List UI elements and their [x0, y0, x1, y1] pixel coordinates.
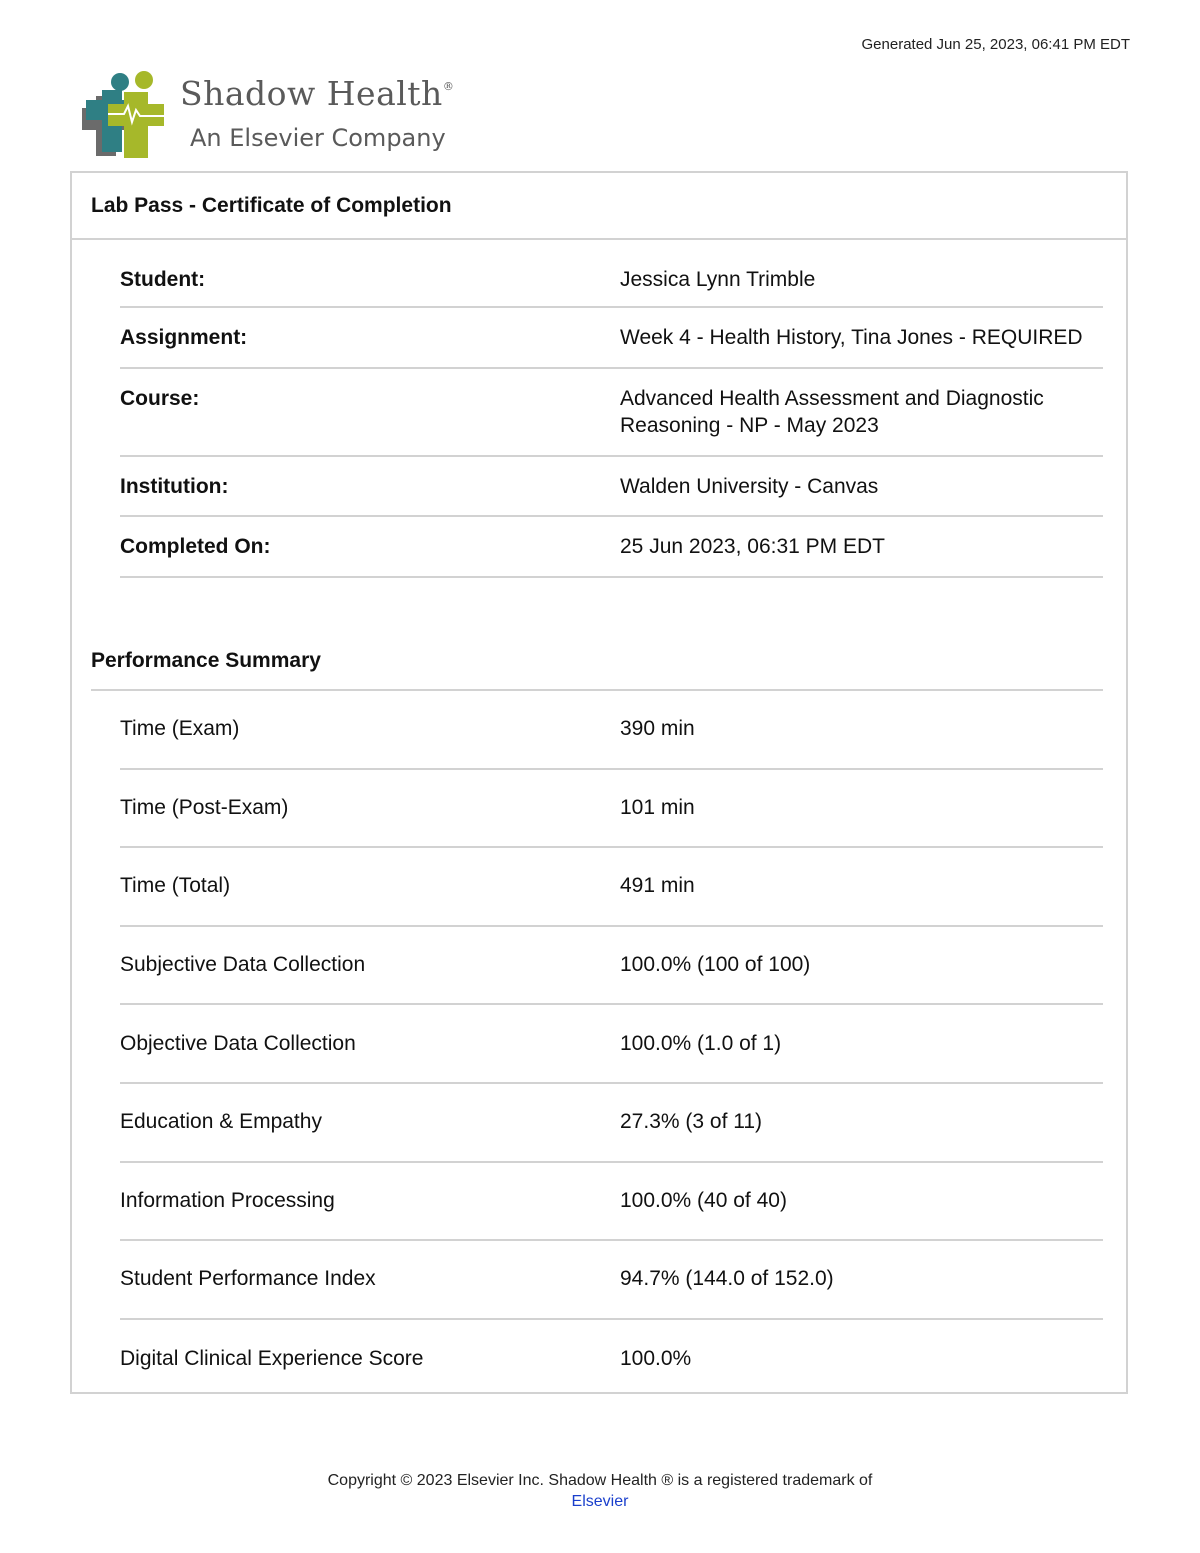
perf-label: Time (Total) [120, 874, 231, 898]
footer [0, 1470, 1200, 1512]
certificate-details-table [120, 240, 1103, 578]
perf-label: Time (Post-Exam) [120, 795, 289, 819]
logo-tagline: An Elsevier Company [190, 124, 446, 152]
perf-label: Objective Data Collection [120, 1031, 356, 1055]
perf-label: Subjective Data Collection [120, 953, 366, 977]
detail-value: Advanced Health Assessment and Diagnostic Reasoning - NP - May 2023 [620, 387, 1044, 437]
perf-value: 94.7% (144.0 of 152.0) [620, 1267, 834, 1291]
perf-row-objective [120, 1005, 1103, 1084]
shadow-health-logo [80, 70, 460, 162]
detail-value: 25 Jun 2023, 06:31 PM EDT [620, 535, 885, 558]
perf-value: 100.0% (1.0 of 1) [620, 1031, 782, 1055]
perf-value: 390 min [620, 717, 695, 741]
perf-row-time-total [120, 848, 1103, 927]
detail-row-assignment [120, 308, 1103, 369]
perf-row-time-post-exam [120, 770, 1103, 849]
generated-timestamp: Generated Jun 25, 2023, 06:41 PM EDT [861, 36, 1130, 53]
detail-row-institution [120, 457, 1103, 517]
detail-value: Walden University - Canvas [620, 475, 879, 498]
logo-mark-icon [80, 70, 168, 162]
perf-label: Student Performance Index [120, 1267, 376, 1291]
copyright-text: Copyright © 2023 Elsevier Inc. Shadow Health ® is a registered trademark of [327, 1472, 873, 1489]
performance-summary-table [120, 691, 1103, 1398]
perf-value: 100.0% [620, 1347, 692, 1371]
perf-value: 27.3% (3 of 11) [620, 1110, 763, 1134]
certificate-card [70, 171, 1128, 1394]
detail-row-student [120, 240, 1103, 308]
perf-label: Digital Clinical Experience Score [120, 1347, 424, 1371]
performance-summary-title: Performance Summary [91, 649, 321, 672]
perf-value: 491 min [620, 874, 695, 898]
perf-label: Education & Empathy [120, 1110, 322, 1134]
perf-value: 100.0% (40 of 40) [620, 1188, 787, 1212]
detail-row-completed-on [120, 517, 1103, 578]
detail-label: Course: [120, 387, 200, 410]
perf-value: 101 min [620, 795, 695, 819]
perf-row-student-performance-index [120, 1241, 1103, 1320]
logo-name: Shadow Health® [180, 74, 455, 113]
detail-label: Completed On: [120, 535, 271, 558]
perf-value: 100.0% (100 of 100) [620, 953, 811, 977]
detail-label: Institution: [120, 475, 229, 498]
perf-row-time-exam [120, 691, 1103, 770]
detail-label: Student: [120, 268, 206, 291]
detail-label: Assignment: [120, 326, 248, 349]
perf-label: Information Processing [120, 1188, 335, 1212]
detail-value: Jessica Lynn Trimble [620, 268, 816, 291]
detail-row-course [120, 369, 1103, 457]
elsevier-link[interactable]: Elsevier [571, 1493, 629, 1510]
perf-row-education-empathy [120, 1084, 1103, 1163]
detail-value: Week 4 - Health History, Tina Jones - REQUIRED [620, 326, 1083, 349]
perf-label: Time (Exam) [120, 717, 240, 741]
perf-row-subjective [120, 927, 1103, 1006]
certificate-title: Lab Pass - Certificate of Completion [72, 173, 1126, 240]
perf-row-information-processing [120, 1163, 1103, 1242]
perf-row-dce-score [120, 1320, 1103, 1399]
